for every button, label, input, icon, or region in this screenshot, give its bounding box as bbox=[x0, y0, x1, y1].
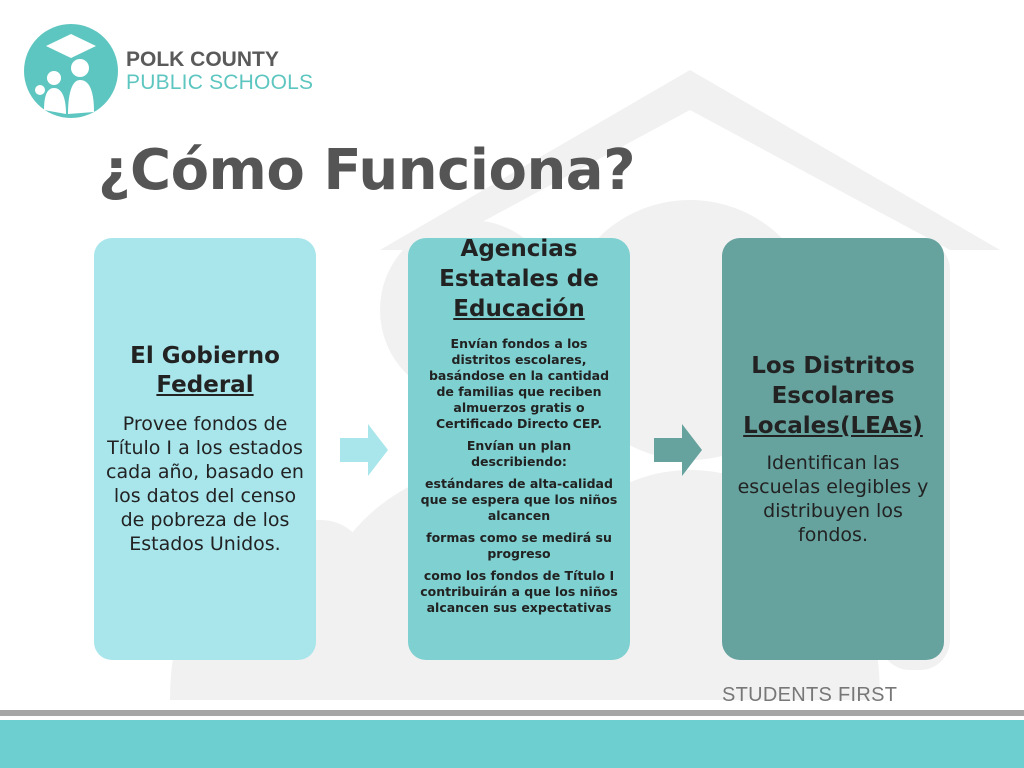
box-1-heading-underlined: Federal bbox=[156, 372, 254, 398]
footer-teal-band bbox=[0, 720, 1024, 768]
local-districts-heading bbox=[734, 351, 932, 441]
students-first-tagline: STUDENTS FIRST bbox=[722, 684, 898, 706]
logo-wordmark bbox=[126, 48, 313, 94]
state-agencies-heading bbox=[420, 234, 618, 324]
slide-title: ¿Cómo Funciona? bbox=[98, 138, 636, 203]
federal-government-description: Provee fondos de Título I a los estados cada año, basado en los datos del censo de pobreza de los Estados Unidos. bbox=[106, 413, 304, 555]
logo-line-1: POLK COUNTY bbox=[126, 48, 279, 71]
state-agencies-paragraph: Envían un plan describiendo: bbox=[466, 438, 572, 469]
box-1-heading-prefix: El Gobierno bbox=[130, 343, 280, 369]
local-districts-description: Identifican las escuelas elegibles y distribuyen los fondos. bbox=[737, 452, 929, 546]
state-agencies-paragraph: formas como se medirá su progreso bbox=[426, 530, 612, 561]
state-education-agencies-box bbox=[408, 238, 630, 660]
logo-line-2: PUBLIC SCHOOLS bbox=[126, 71, 314, 94]
state-agencies-paragraph: estándares de alta-calidad que se espera que los niños alcancen bbox=[420, 476, 618, 523]
state-agencies-paragraph: Envían fondos a los distritos escolares, basándose en la cantidad de familias que reciben almuerzos gratis o Certificado Directo CEP. bbox=[428, 336, 610, 431]
federal-government-box bbox=[94, 238, 316, 660]
polk-county-logo bbox=[24, 24, 313, 118]
box-3-heading-prefix: Los Distritos Escolares bbox=[751, 353, 915, 409]
box-3-heading-underlined: Locales(LEAs) bbox=[743, 413, 923, 439]
federal-government-heading bbox=[130, 342, 280, 400]
state-agencies-paragraph: como los fondos de Título I contribuirán a que los niños alcancen sus expectativas bbox=[420, 568, 618, 615]
box-2-heading-prefix: Agencias Estatales de bbox=[439, 236, 599, 292]
local-school-districts-box bbox=[722, 238, 944, 660]
box-2-heading-underlined: Educación bbox=[453, 296, 585, 322]
school-logo-icon bbox=[24, 24, 118, 118]
arrow-right-icon bbox=[654, 424, 702, 476]
arrow-right-icon bbox=[340, 424, 388, 476]
footer-gray-stripe bbox=[0, 710, 1024, 716]
